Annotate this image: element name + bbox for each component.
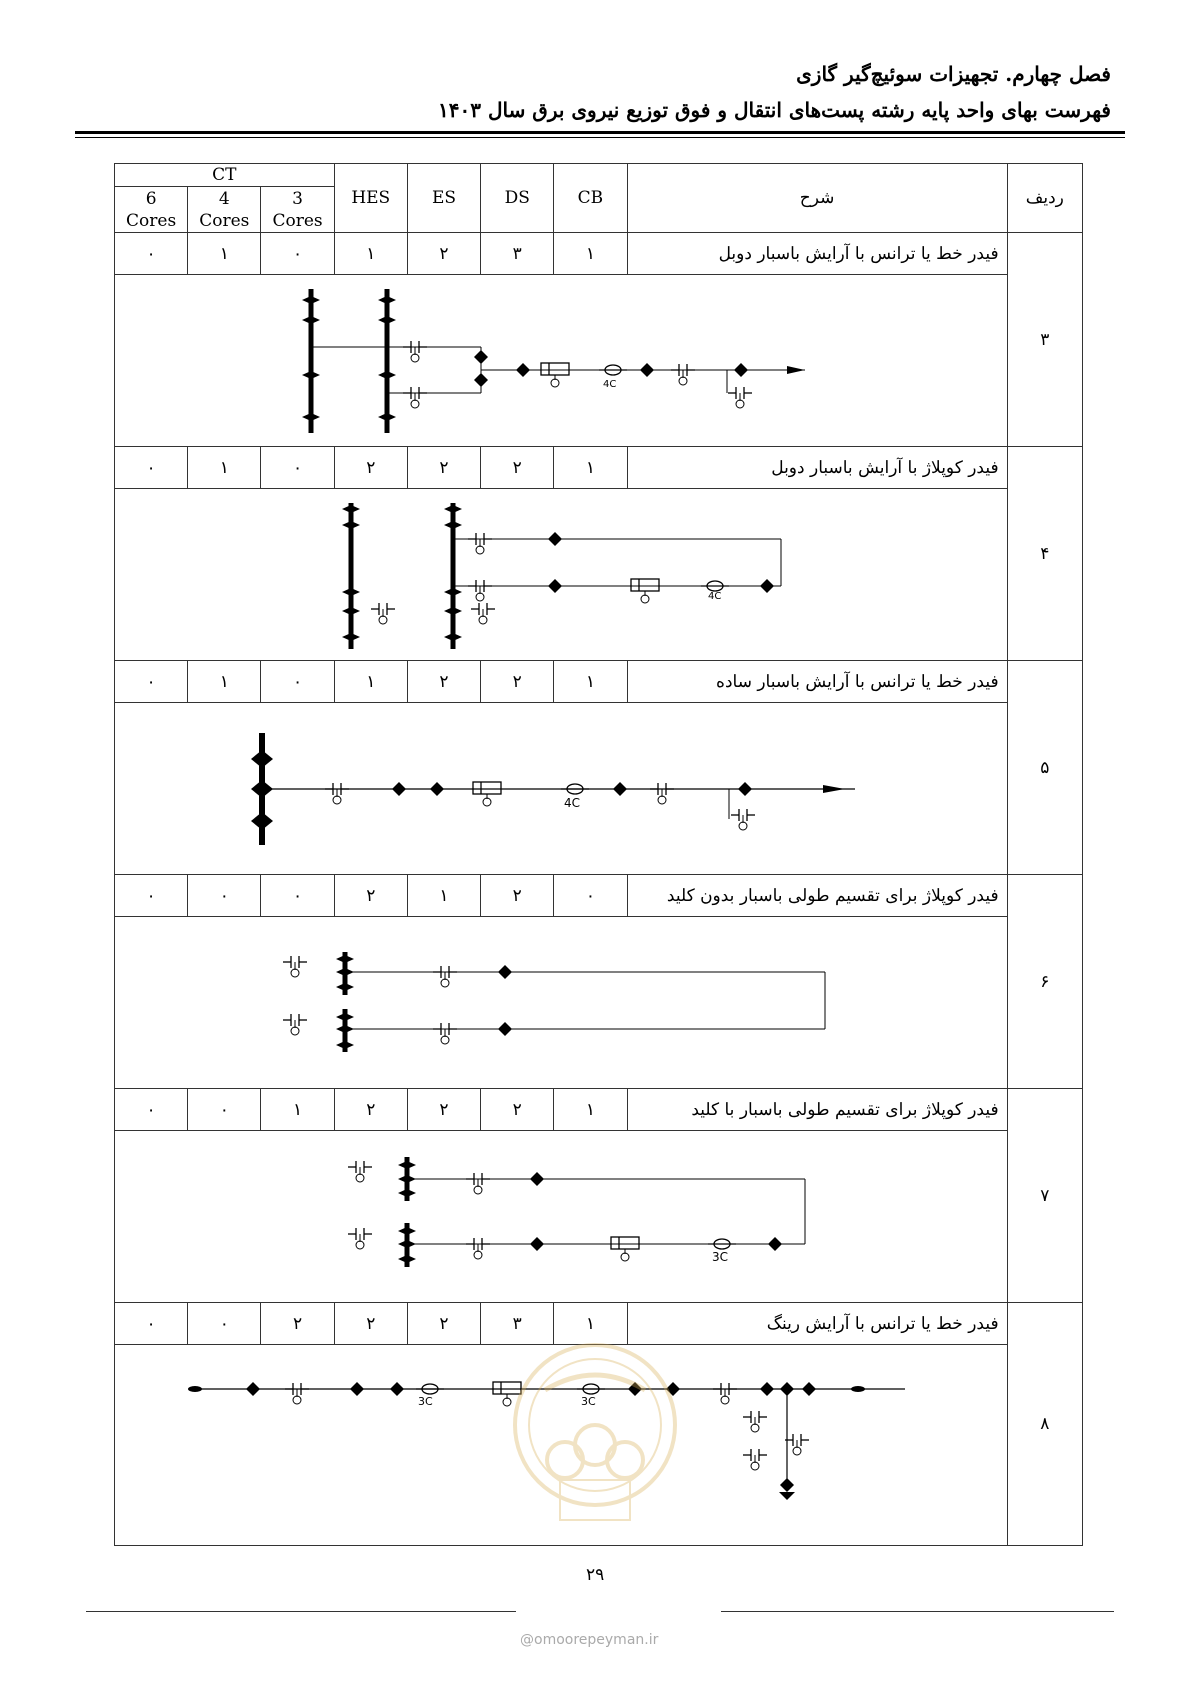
svg-text:4C: 4C <box>708 591 722 602</box>
ds-cell: ۳ <box>481 233 554 275</box>
ct4-cell: ۱ <box>188 233 261 275</box>
footer-rule-right <box>721 1611 1114 1612</box>
hes-cell: ۲ <box>334 875 407 917</box>
es-cell: ۲ <box>407 447 480 489</box>
ds-cell: ۲ <box>481 447 554 489</box>
cb-cell: ۱ <box>554 661 627 703</box>
svg-text:4C: 4C <box>603 379 617 390</box>
ct3-cell: ۲ <box>261 1303 334 1345</box>
ct6-cell: ۰ <box>115 1303 188 1345</box>
description-cell: فیدر کوپلاژ برای تقسیم طولی باسبار با کلید <box>627 1089 1007 1131</box>
description-cell: فیدر خط یا ترانس با آرایش باسبار دوبل <box>627 233 1007 275</box>
hes-header: HES <box>334 164 407 233</box>
description-cell: فیدر خط یا ترانس با آرایش باسبار ساده <box>627 661 1007 703</box>
watermark-seal-logo <box>505 1330 685 1560</box>
row-no-header: ردیف <box>1007 164 1082 233</box>
es-cell: ۱ <box>407 875 480 917</box>
ds-cell: ۲ <box>481 1089 554 1131</box>
document-subtitle: فهرست بهای واحد پایه رشته پست‌های انتقال و فوق توزیع نیروی برق سال ۱۴۰۳ <box>438 98 1111 122</box>
hes-cell: ۱ <box>334 233 407 275</box>
ds-cell: ۳ <box>481 1303 554 1345</box>
table-row <box>115 1089 1083 1131</box>
row-number: ۶ <box>1007 875 1082 1089</box>
hes-cell: ۱ <box>334 661 407 703</box>
table-row <box>115 233 1083 275</box>
single-line-diagram <box>115 489 1008 661</box>
single-line-diagram <box>115 275 1008 447</box>
ct6-cell: ۰ <box>115 875 188 917</box>
hes-cell: ۲ <box>334 1089 407 1131</box>
ct3-cell: ۰ <box>261 661 334 703</box>
ct3-cell: ۰ <box>261 233 334 275</box>
description-cell: فیدر کوپلاژ با آرایش باسبار دوبل <box>627 447 1007 489</box>
chapter-title: فصل چهارم. تجهیزات سوئیچ‌گیر گازی <box>796 62 1111 86</box>
page-number: ۲۹ <box>586 1565 605 1585</box>
es-header: ES <box>407 164 480 233</box>
hes-cell: ۲ <box>334 1303 407 1345</box>
ct6-cell: ۰ <box>115 447 188 489</box>
cb-cell: ۱ <box>554 1303 627 1345</box>
description-cell: فیدر خط یا ترانس با آرایش رینگ <box>627 1303 1007 1345</box>
cb-cell: ۱ <box>554 233 627 275</box>
svg-text:3C: 3C <box>581 1395 596 1408</box>
single-line-diagram <box>115 917 1008 1089</box>
cb-cell: ۰ <box>554 875 627 917</box>
footer-rule-left <box>86 1611 516 1612</box>
ct3-cell: ۰ <box>261 447 334 489</box>
table-row <box>115 447 1083 489</box>
es-cell: ۲ <box>407 1303 480 1345</box>
table-row <box>115 875 1083 917</box>
svg-text:3C: 3C <box>418 1395 433 1408</box>
row-number: ۷ <box>1007 1089 1082 1303</box>
ct4-cell: ۱ <box>188 447 261 489</box>
ct4-cell: ۰ <box>188 875 261 917</box>
desc-header: شرح <box>627 164 1007 233</box>
ct6-header: 6 Cores <box>115 187 188 233</box>
ds-cell: ۲ <box>481 661 554 703</box>
description-cell: فیدر کوپلاژ برای تقسیم طولی باسبار بدون کلید <box>627 875 1007 917</box>
ct6-cell: ۰ <box>115 661 188 703</box>
row-number: ۵ <box>1007 661 1082 875</box>
header-rule-thin <box>75 137 1125 138</box>
ds-header: DS <box>481 164 554 233</box>
header-rule-thick <box>75 131 1125 134</box>
ct4-cell: ۰ <box>188 1303 261 1345</box>
hes-cell: ۲ <box>334 447 407 489</box>
cb-cell: ۱ <box>554 1089 627 1131</box>
row-number: ۴ <box>1007 447 1082 661</box>
svg-text:3C: 3C <box>712 1250 729 1264</box>
ds-cell: ۲ <box>481 875 554 917</box>
ct3-header: 3 Cores <box>261 187 334 233</box>
ct6-cell: ۰ <box>115 1089 188 1131</box>
row-number: ۳ <box>1007 233 1082 447</box>
single-line-diagram <box>115 1131 1008 1303</box>
ct3-cell: ۰ <box>261 875 334 917</box>
single-line-diagram <box>115 703 1008 875</box>
ct4-header: 4 Cores <box>188 187 261 233</box>
cb-header: CB <box>554 164 627 233</box>
es-cell: ۲ <box>407 661 480 703</box>
es-cell: ۲ <box>407 1089 480 1131</box>
es-cell: ۲ <box>407 233 480 275</box>
row-number: ۸ <box>1007 1303 1082 1546</box>
website-watermark: @omoorepeyman.ir <box>520 1632 659 1648</box>
ct3-cell: ۱ <box>261 1089 334 1131</box>
cb-cell: ۱ <box>554 447 627 489</box>
ct6-cell: ۰ <box>115 233 188 275</box>
ct-header: CT <box>115 164 335 187</box>
ct4-cell: ۱ <box>188 661 261 703</box>
svg-text:4C: 4C <box>564 796 581 810</box>
ct4-cell: ۰ <box>188 1089 261 1131</box>
table-row <box>115 661 1083 703</box>
